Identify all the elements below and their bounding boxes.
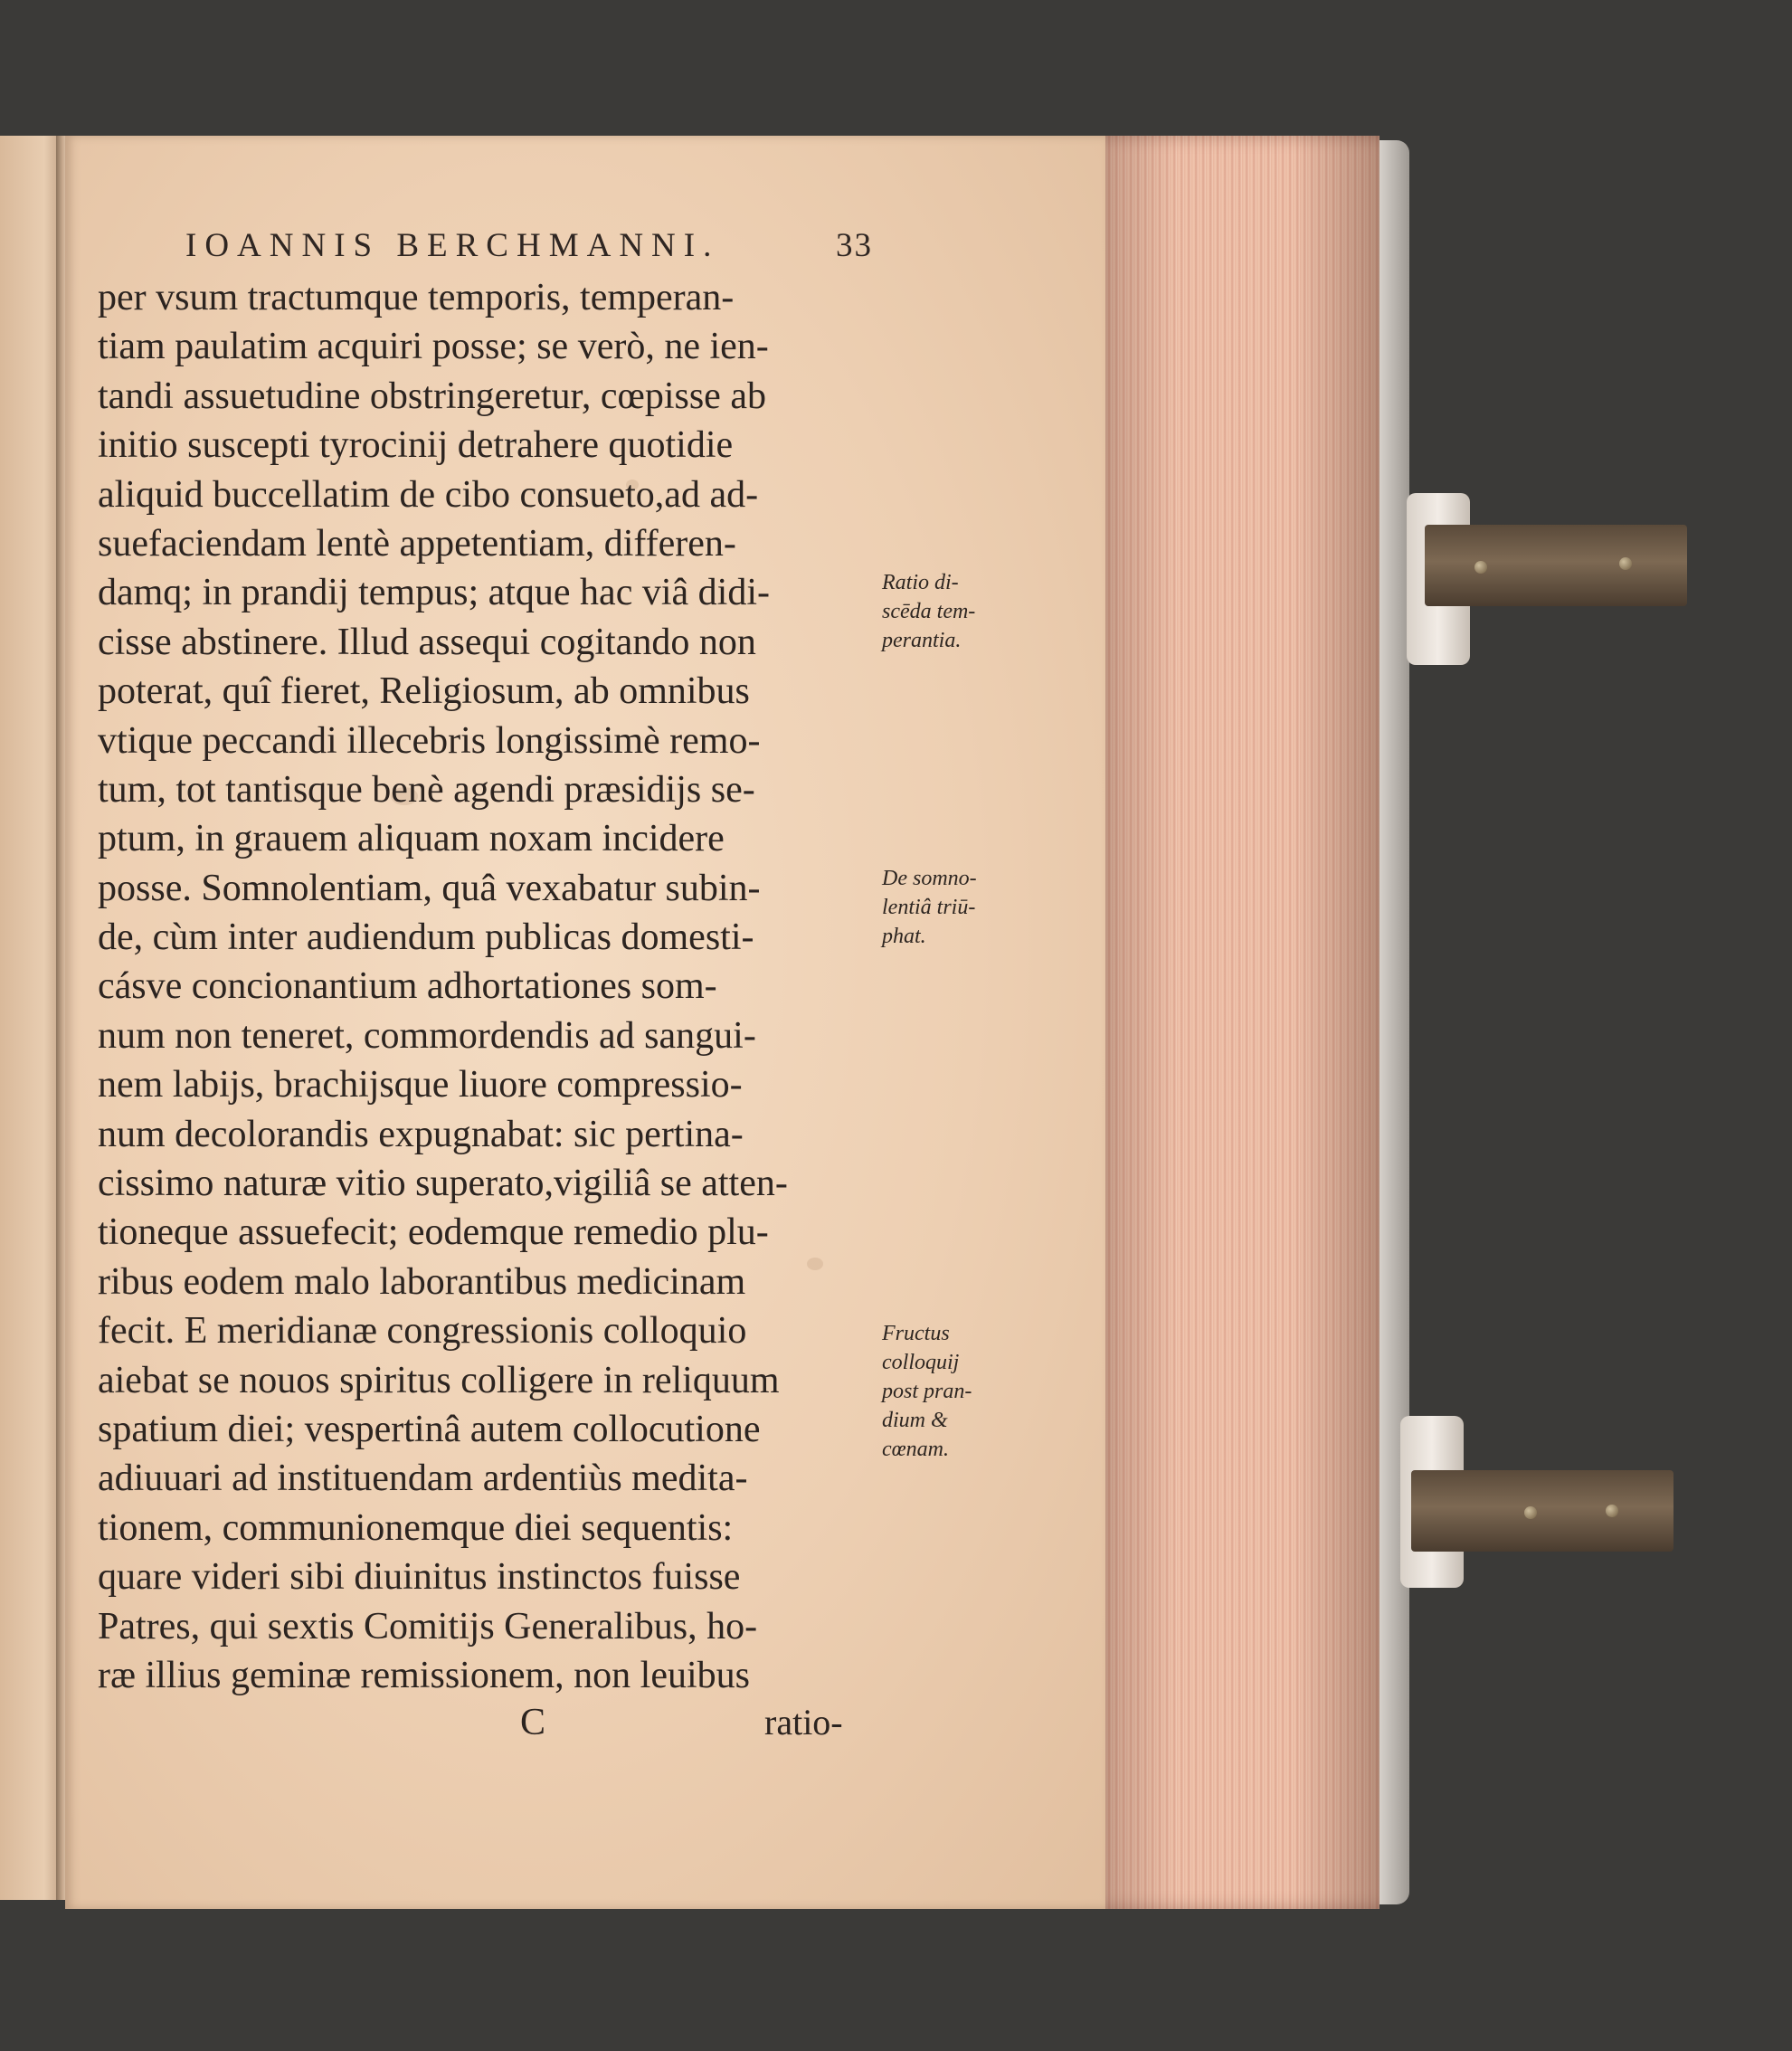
running-head-title: IOANNIS BERCHMANNI. xyxy=(185,227,720,264)
text-line: vtique peccandi illecebris longissimè remo- xyxy=(98,719,761,762)
note-line: dium & xyxy=(882,1409,948,1432)
text-line: quare videri sibi diuinitus instinctos fuisse xyxy=(98,1556,741,1599)
note-line: post pran- xyxy=(882,1380,972,1403)
text-line: aliquid buccellatim de cibo consueto,ad ad- xyxy=(98,473,759,516)
text-line: spatium diei; vespertinâ autem collocutione xyxy=(98,1408,761,1450)
catchword: ratio- xyxy=(764,1702,843,1742)
marginal-note-temperance xyxy=(882,568,1036,655)
text-line: poterat, quî fieret, Religiosum, ab omnibus xyxy=(98,670,750,713)
note-line: phat. xyxy=(882,925,926,948)
note-line: Fructus xyxy=(882,1322,950,1345)
rivet xyxy=(1524,1506,1537,1519)
text-line: tionem, communionemque diei sequentis: xyxy=(98,1506,734,1549)
text-line: posse. Somnolentiam, quâ vexabatur subin- xyxy=(98,867,761,909)
note-line: scēda tem- xyxy=(882,600,976,623)
facing-page-edge xyxy=(0,136,63,1900)
text-line: nem labijs, brachijsque liuore compressio- xyxy=(98,1064,743,1106)
text-line: ræ illius geminæ remissionem, non leuibus xyxy=(98,1654,750,1696)
text-line: ribus eodem malo laborantibus medicinam xyxy=(98,1260,746,1303)
text-line: damq; in prandij tempus; atque hac viâ didi- xyxy=(98,572,770,614)
text-line: adiuuari ad instituendam ardentiùs medita- xyxy=(98,1458,748,1500)
clasp-bottom xyxy=(1411,1470,1673,1552)
text-line: cissimo naturæ vitio superato,vigiliâ se atten- xyxy=(98,1163,788,1205)
text-line: num decolorandis expugnabat: sic pertina- xyxy=(98,1113,744,1155)
rivet xyxy=(1606,1505,1618,1517)
marginal-note-somnolence xyxy=(882,864,1036,951)
note-line: lentiâ triū- xyxy=(882,896,976,919)
text-line: suefaciendam lentè appetentiam, differen- xyxy=(98,522,736,565)
text-line: tandi assuetudine obstringeretur, cœpisse ab xyxy=(98,375,766,417)
running-head xyxy=(185,226,873,271)
text-line: num non teneret, commordendis ad sangui- xyxy=(98,1014,756,1057)
text-line: tum, tot tantisque benè agendi præsidijs se- xyxy=(98,768,755,811)
text-line: cisse abstinere. Illud assequi cogitando non xyxy=(98,621,756,663)
rivet xyxy=(1619,557,1632,570)
note-line: perantia. xyxy=(882,629,962,652)
clasp-top xyxy=(1425,525,1687,606)
marginal-note-colloquy xyxy=(882,1319,1036,1464)
page-number: 33 xyxy=(836,227,873,264)
note-line: colloquij xyxy=(882,1351,960,1374)
signature-mark: C xyxy=(520,1702,546,1743)
body-text xyxy=(98,273,876,1700)
note-line: Ratio di- xyxy=(882,571,959,594)
text-line: fecit. E meridianæ congressionis colloquio xyxy=(98,1310,747,1353)
note-line: cœnam. xyxy=(882,1438,949,1461)
text-line: aiebat se nouos spiritus colligere in reliquum xyxy=(98,1359,780,1401)
text-line: tiam paulatim acquiri posse; se verò, ne ien- xyxy=(98,326,769,368)
text-line: ptum, in grauem aliquam noxam incidere xyxy=(98,818,725,860)
rivet xyxy=(1474,561,1487,574)
text-line: tioneque assuefecit; eodemque remedio plu- xyxy=(98,1211,769,1254)
text-line: cásve concionantium adhortationes som- xyxy=(98,965,717,1008)
text-line: per vsum tractumque temporis, temperan- xyxy=(98,277,735,318)
text-line: Patres, qui sextis Comitijs Generalibus, ho- xyxy=(98,1605,758,1647)
text-line: initio suscepti tyrocinij detrahere quotidie xyxy=(98,424,734,467)
text-line: de, cùm inter audiendum publicas domesti- xyxy=(98,916,754,959)
fore-edge-shadow xyxy=(1090,136,1380,1909)
note-line: De somno- xyxy=(882,867,977,890)
